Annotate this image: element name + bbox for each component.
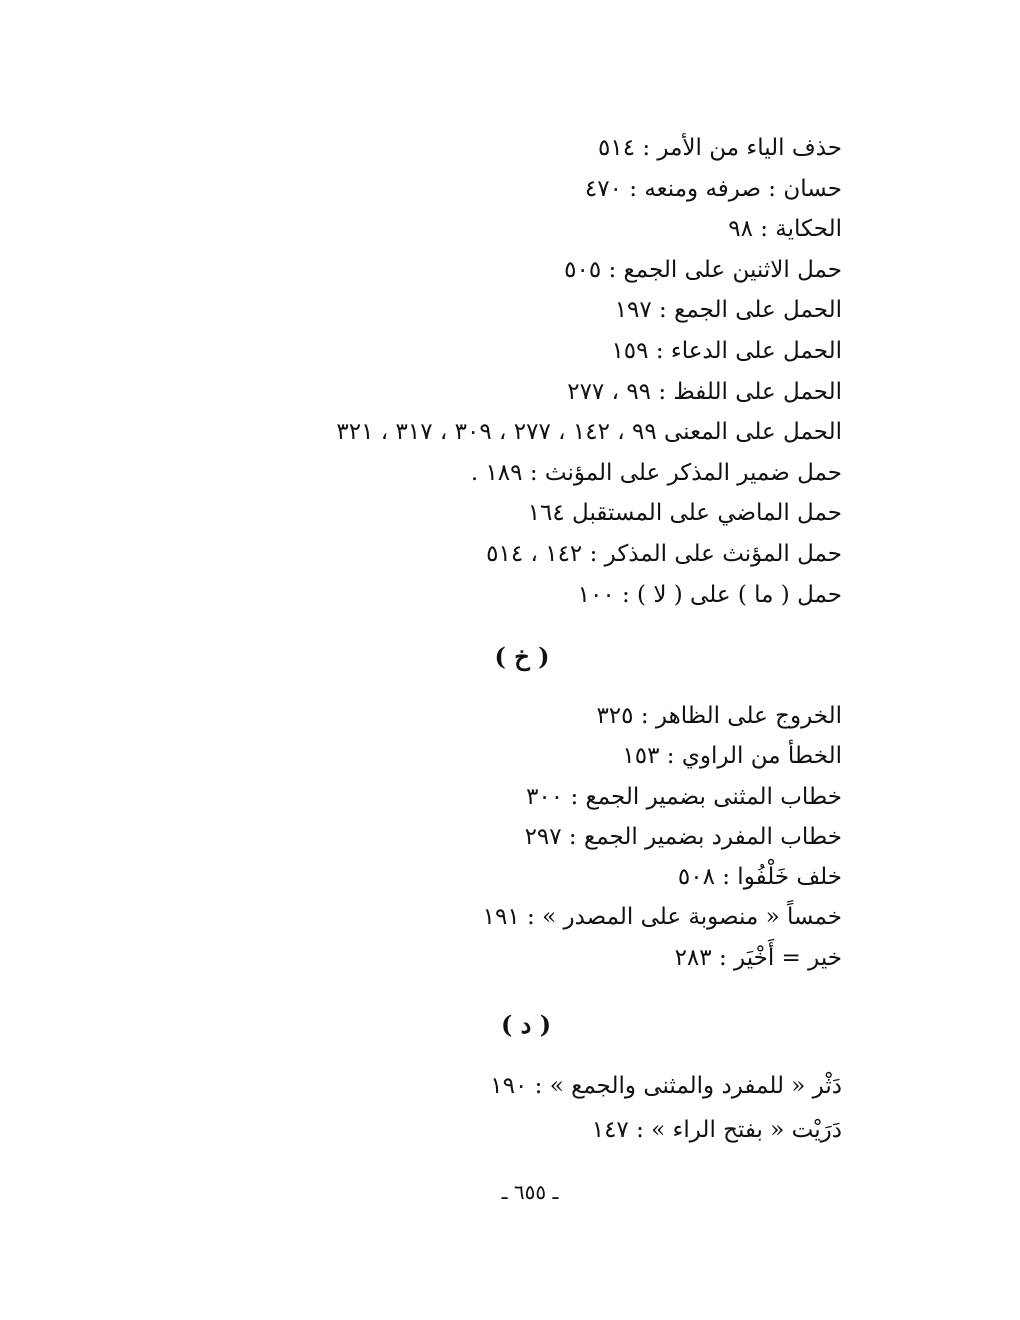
index-section-dal <box>490 1064 842 1152</box>
index-entry: خطاب المثنى بضمير الجمع : ٣٠٠ <box>526 783 842 810</box>
index-entry: حمل ضمير المذكر على المؤنث : ١٨٩ . <box>470 459 842 486</box>
section-heading-kha: ( خ ) <box>494 642 550 671</box>
index-entry: الحمل على اللفظ : ٩٩ ، ٢٧٧ <box>567 378 842 405</box>
index-section-ha <box>336 128 842 615</box>
index-entry: خمساً « منصوبة على المصدر » : ١٩١ <box>482 904 842 931</box>
index-entry: حمل الماضي على المستقبل ١٦٤ <box>527 500 842 527</box>
index-entry: الحمل على المعنى ٩٩ ، ١٤٢ ، ٢٧٧ ، ٣٠٩ ، ٣١٧ ، ٣٢١ <box>336 419 842 446</box>
index-entry: دَرَيْت « بفتح الراء » : ١٤٧ <box>591 1117 842 1143</box>
index-entry: خير = أَخْيَر : ٢٨٣ <box>674 944 842 971</box>
index-entry: حمل ( ما ) على ( لا ) : ١٠٠ <box>577 581 842 608</box>
index-entry: دَثْر « للمفرد والمثنى والجمع » : ١٩٠ <box>490 1073 842 1099</box>
index-entry: خطاب المفرد بضمير الجمع : ٢٩٧ <box>524 823 842 850</box>
index-entry: حسان : صرفه ومنعه : ٤٧٠ <box>584 175 842 202</box>
page-number: ـ ٦٥٥ ـ <box>501 1180 559 1204</box>
index-entry: الحكاية : ٩٨ <box>728 216 842 243</box>
section-heading-dal: ( د ) <box>500 1010 552 1039</box>
index-entry: حمل المؤنث على المذكر : ١٤٢ ، ٥١٤ <box>486 540 842 567</box>
index-entry: خلف خَلْفُوا : ٥٠٨ <box>677 864 842 891</box>
index-section-kha <box>483 696 842 978</box>
index-entry: الخطأ من الراوي : ١٥٣ <box>622 743 842 770</box>
index-entry: الحمل على الدعاء : ١٥٩ <box>611 337 842 364</box>
index-entry: حمل الاثنين على الجمع : ٥٠٥ <box>564 256 842 283</box>
index-entry: الحمل على الجمع : ١٩٧ <box>614 297 842 324</box>
index-entry: حذف الياء من الأمر : ٥١٤ <box>597 135 842 161</box>
index-entry: الخروج على الظاهر : ٣٢٥ <box>596 703 842 729</box>
